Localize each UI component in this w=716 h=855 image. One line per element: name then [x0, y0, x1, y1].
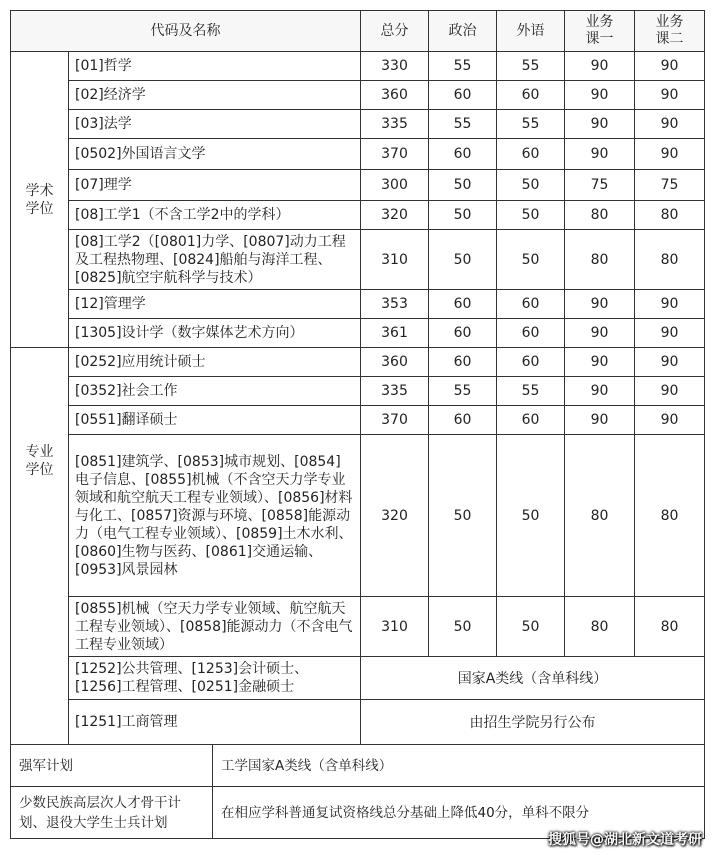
row-language: 50 — [497, 230, 565, 290]
row-total: 370 — [361, 406, 429, 435]
row-name: [01]哲学 — [69, 52, 361, 81]
row-total: 320 — [361, 201, 429, 230]
row-language: 60 — [497, 406, 565, 435]
row-name: [02]经济学 — [69, 81, 361, 110]
row-course2: 90 — [635, 52, 705, 81]
row-politics: 55 — [429, 110, 497, 139]
special-value: 工学国家A类线（含单科线） — [213, 745, 705, 787]
row-politics: 55 — [429, 377, 497, 406]
row-politics: 60 — [429, 290, 497, 319]
row-language: 55 — [497, 110, 565, 139]
row-politics: 55 — [429, 52, 497, 81]
header-course1: 业务 课一 — [565, 11, 635, 52]
row-course1: 90 — [565, 406, 635, 435]
special-label: 强军计划 — [11, 745, 213, 787]
row-name: [0855]机械（空天力学专业领域、航空航天工程专业领域）、[0858]能源动力（不含电气工程专业领域） — [69, 597, 361, 657]
row-course1: 80 — [565, 201, 635, 230]
row-politics: 60 — [429, 319, 497, 348]
row-total: 310 — [361, 597, 429, 657]
special-value: 在相应学科普通复试资格线总分基础上降低40分，单科不限分 — [213, 787, 705, 839]
table-row — [11, 290, 705, 319]
group-academic: 学术 学位 — [11, 52, 69, 348]
row-course2: 90 — [635, 348, 705, 377]
row-total: 300 — [361, 170, 429, 201]
table-row — [11, 110, 705, 139]
row-language: 55 — [497, 377, 565, 406]
table-row — [11, 230, 705, 290]
row-politics: 60 — [429, 348, 497, 377]
row-total: 370 — [361, 139, 429, 170]
row-name: [0851]建筑学、[0853]城市规划、[0854]电子信息、[0855]机械（不含空天力学专业领域和航空航天工程专业领域）、[0856]材料与化工、[0857]资源与环境、[0858]能源动力（电气工程专业领域）、[0859]土木水利、[0860]生物与医药、[0861]交通运输、[0953]风景园林 — [69, 435, 361, 597]
row-course2: 90 — [635, 319, 705, 348]
table-row — [11, 201, 705, 230]
row-name: [12]管理学 — [69, 290, 361, 319]
header-code-name: 代码及名称 — [11, 11, 361, 52]
row-course1: 80 — [565, 597, 635, 657]
row-language: 60 — [497, 290, 565, 319]
row-course1: 90 — [565, 81, 635, 110]
score-table — [10, 10, 705, 745]
row-name: [1252]公共管理、[1253]会计硕士、[1256]工程管理、[0251]金融硕士 — [69, 657, 361, 700]
row-language: 55 — [497, 52, 565, 81]
row-course1: 80 — [565, 435, 635, 597]
row-course1: 90 — [565, 110, 635, 139]
row-politics: 50 — [429, 230, 497, 290]
row-total: 335 — [361, 110, 429, 139]
row-name: [1251]工商管理 — [69, 700, 361, 745]
row-course2: 90 — [635, 406, 705, 435]
row-politics: 50 — [429, 170, 497, 201]
row-course2: 90 — [635, 81, 705, 110]
table-row — [11, 139, 705, 170]
table-row — [11, 170, 705, 201]
table-row — [11, 319, 705, 348]
row-language: 50 — [497, 170, 565, 201]
row-total: 361 — [361, 319, 429, 348]
table-row — [11, 406, 705, 435]
row-course1: 90 — [565, 319, 635, 348]
table-row — [11, 377, 705, 406]
row-politics: 50 — [429, 435, 497, 597]
row-course1: 75 — [565, 170, 635, 201]
score-table-container — [10, 10, 705, 839]
special-label: 少数民族高层次人才骨干计划、退役大学生士兵计划 — [11, 787, 213, 839]
row-merged-value: 国家A类线（含单科线） — [361, 657, 705, 700]
row-language: 50 — [497, 597, 565, 657]
table-row — [11, 348, 705, 377]
table-row — [11, 700, 705, 745]
row-name: [0502]外国语言文学 — [69, 139, 361, 170]
row-course1: 90 — [565, 290, 635, 319]
table-row — [11, 435, 705, 597]
row-course2: 90 — [635, 377, 705, 406]
row-name: [0551]翻译硕士 — [69, 406, 361, 435]
row-course2: 75 — [635, 170, 705, 201]
row-politics: 50 — [429, 597, 497, 657]
table-row — [11, 81, 705, 110]
row-total: 320 — [361, 435, 429, 597]
row-merged-value: 由招生学院另行公布 — [361, 700, 705, 745]
row-name: [08]工学1（不含工学2中的学科） — [69, 201, 361, 230]
special-plans-table — [10, 744, 705, 839]
table-row — [11, 657, 705, 700]
header-total: 总分 — [361, 11, 429, 52]
row-politics: 50 — [429, 201, 497, 230]
row-course1: 90 — [565, 52, 635, 81]
row-course2: 90 — [635, 110, 705, 139]
watermark-text: 搜狐号@湖北新文道考研 — [548, 832, 702, 848]
row-politics: 60 — [429, 139, 497, 170]
row-course1: 90 — [565, 348, 635, 377]
row-name: [07]理学 — [69, 170, 361, 201]
row-course1: 80 — [565, 230, 635, 290]
row-total: 335 — [361, 377, 429, 406]
row-course2: 90 — [635, 139, 705, 170]
row-language: 60 — [497, 348, 565, 377]
header-language: 外语 — [497, 11, 565, 52]
group-professional: 专业 学位 — [11, 348, 69, 745]
table-row — [11, 597, 705, 657]
row-course1: 90 — [565, 139, 635, 170]
row-total: 353 — [361, 290, 429, 319]
row-politics: 60 — [429, 406, 497, 435]
row-course1: 90 — [565, 377, 635, 406]
row-course2: 80 — [635, 230, 705, 290]
row-total: 310 — [361, 230, 429, 290]
row-course2: 80 — [635, 201, 705, 230]
header-course2: 业务 课二 — [635, 11, 705, 52]
row-name: [03]法学 — [69, 110, 361, 139]
row-name: [08]工学2（[0801]力学、[0807]动力工程及工程热物理、[0824]船舶与海洋工程、[0825]航空宇航科学与技术） — [69, 230, 361, 290]
row-language: 50 — [497, 435, 565, 597]
header-politics: 政治 — [429, 11, 497, 52]
row-total: 330 — [361, 52, 429, 81]
row-course2: 80 — [635, 435, 705, 597]
row-language: 50 — [497, 201, 565, 230]
table-row — [11, 745, 705, 787]
row-name: [1305]设计学（数字媒体艺术方向） — [69, 319, 361, 348]
row-course2: 90 — [635, 290, 705, 319]
table-row — [11, 52, 705, 81]
row-name: [0252]应用统计硕士 — [69, 348, 361, 377]
row-language: 60 — [497, 139, 565, 170]
row-name: [0352]社会工作 — [69, 377, 361, 406]
header-row — [11, 11, 705, 52]
row-language: 60 — [497, 319, 565, 348]
row-course2: 80 — [635, 597, 705, 657]
row-total: 360 — [361, 348, 429, 377]
row-language: 60 — [497, 81, 565, 110]
row-total: 360 — [361, 81, 429, 110]
row-politics: 60 — [429, 81, 497, 110]
